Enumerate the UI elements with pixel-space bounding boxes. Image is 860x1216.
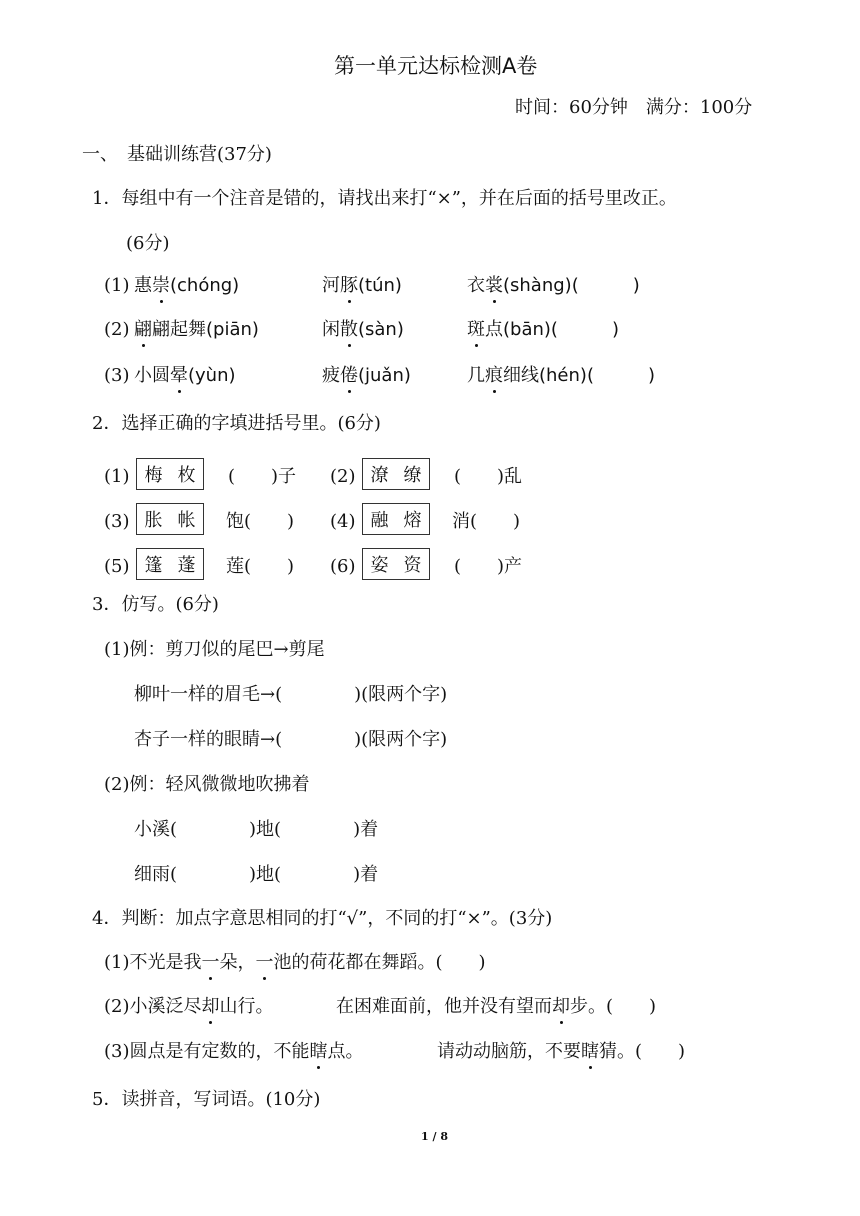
question-3-line: 柳叶一样的眉毛→( )(限两个字) [134,684,448,705]
pinyin-item [134,367,236,385]
dotted-char [202,954,220,972]
word-prefix: 惠 [134,275,152,296]
word-prefix: 几 [467,365,485,386]
page-title: 第一单元达标检测A卷 [334,54,538,78]
question-2-item-number: (1) [104,466,130,487]
judgement-number: (1) [104,952,130,973]
dotted-char [485,367,503,385]
dotted-char-text: 痕 [485,365,503,386]
char-choice-box [136,548,204,580]
judgement-number: (2) [104,996,130,1017]
emphasis-dot [178,390,181,393]
answer-blank[interactable]: ( ) [435,952,486,973]
answer-blank[interactable]: ( ) [586,365,655,386]
question-2-item-number: (4) [330,511,356,532]
pinyin-text: (juǎn) [358,365,411,386]
choice-char[interactable]: 帐 [177,510,196,531]
word-prefix: 小溪泛尽 [129,996,202,1017]
dotted-char [340,367,358,385]
answer-blank[interactable]: ( ) [635,1041,686,1062]
dotted-char-text: 一 [255,952,274,973]
word-prefix: 在困难面前，他并没有望而 [336,996,552,1017]
fill-blank[interactable]: ( )子 [228,466,297,487]
judgement-sentence-b [336,998,656,1016]
pinyin-item [134,277,239,295]
dotted-char-text: 豚 [340,275,358,296]
pinyin-item [467,321,619,339]
emphasis-dot [589,1066,592,1069]
judgement-row [104,1043,364,1061]
question-3-line: 杏子一样的眼睛→( )(限两个字) [134,729,448,750]
dotted-char [134,321,152,339]
dotted-char-text: 瞎 [309,1041,328,1062]
emphasis-dot [475,344,478,347]
question-2-item-number: (3) [104,511,130,532]
pinyin-item [322,367,411,385]
emphasis-dot [348,344,351,347]
dotted-char [310,1043,328,1061]
question-2-item-number: (2) [330,466,356,487]
emphasis-dot [263,977,266,980]
dotted-char [170,367,188,385]
choice-char[interactable]: 融 [370,510,389,531]
dotted-char [202,998,220,1016]
question-3-stem: 3．仿写。(6分) [92,594,219,615]
emphasis-dot [493,390,496,393]
question-1-stem: 1．每组中有一个注音是错的，请找出来打“×”，并在后面的括号里改正。 [92,188,677,209]
fill-blank[interactable]: ( )乱 [454,466,523,487]
answer-blank[interactable]: ( ) [550,319,619,340]
dotted-char [152,277,170,295]
choice-char[interactable]: 胀 [144,510,163,531]
pinyin-item [322,277,402,295]
page-number: 1 / 8 [421,1130,448,1143]
dotted-char-text: 斑 [467,319,485,340]
question-1-row-number: (3) [104,365,130,386]
choice-char[interactable]: 姿 [370,555,389,576]
word-prefix: 小圆 [134,365,170,386]
char-choice-box [362,503,430,535]
word-suffix: 猜。 [599,1041,635,1062]
dotted-char [340,277,358,295]
word-suffix: 朵， [219,952,256,973]
dotted-char-text: 却 [552,996,570,1017]
question-3-example-1: (1)例：剪刀似的尾巴→剪尾 [104,639,325,660]
dotted-char-text: 裳 [485,275,503,296]
choice-char[interactable]: 篷 [144,555,163,576]
pinyin-text: (yùn) [188,365,236,386]
emphasis-dot [160,300,163,303]
word-prefix: 河 [322,275,340,296]
dotted-char [256,954,274,972]
choice-char[interactable]: 枚 [177,465,196,486]
dotted-char-text: 一 [201,952,220,973]
pinyin-text: (sàn) [358,319,404,340]
word-prefix: 圆点是有定数的，不能 [129,1041,310,1062]
emphasis-dot [560,1021,563,1024]
dotted-char [552,998,570,1016]
pinyin-text: (shàng) [503,275,572,296]
emphasis-dot [317,1066,320,1069]
emphasis-dot [348,300,351,303]
fill-blank[interactable]: ( )产 [454,556,523,577]
question-2-item-number: (5) [104,556,130,577]
word-suffix: 池的荷花都在舞蹈。 [273,952,436,973]
fill-blank[interactable]: 消( ) [452,511,521,532]
dotted-char-text: 崇 [152,275,170,296]
judgement-sentence-b [437,1043,685,1061]
pinyin-text: (piān) [206,319,259,340]
dotted-char-text: 倦 [340,365,358,386]
word-prefix: 请动动脑筋，不要 [437,1041,581,1062]
emphasis-dot [209,977,212,980]
char-choice-box [362,548,430,580]
fill-blank[interactable]: 莲( ) [226,556,295,577]
dotted-char-text: 瞎 [581,1041,599,1062]
judgement-row [104,998,274,1016]
section-heading: 一、 基础训练营(37分) [82,144,272,165]
pinyin-text: (chóng) [170,275,240,296]
question-1-row-number: (2) [104,319,130,340]
emphasis-dot [142,344,145,347]
exam-meta: 时间：60分钟 满分：100分 [515,97,753,118]
pinyin-text: (bān) [503,319,551,340]
pinyin-text: (hén) [539,365,587,386]
question-2-stem: 2．选择正确的字填进括号里。(6分) [92,413,381,434]
judgement-number: (3) [104,1041,130,1062]
question-5-stem: 5．读拼音，写词语。(10分) [92,1089,321,1110]
dotted-char-text: 晕 [170,365,188,386]
char-choice-box [136,458,204,490]
dotted-char-text: 翩 [134,319,152,340]
dotted-char-text: 却 [201,996,220,1017]
word-prefix: 闲 [322,319,340,340]
pinyin-text: (tún) [358,275,402,296]
word-prefix: 衣 [467,275,485,296]
fill-blank[interactable]: 饱( ) [226,511,295,532]
word-suffix: 翩起舞 [152,319,206,340]
word-suffix: 细线 [503,365,539,386]
emphasis-dot [493,300,496,303]
dotted-char [581,1043,599,1061]
judgement-row [104,954,486,972]
pinyin-item [467,277,640,295]
choice-char[interactable]: 蓬 [177,555,196,576]
word-suffix: 步。 [570,996,606,1017]
dotted-char-text: 散 [340,319,358,340]
word-suffix: 山行。 [219,996,274,1017]
choice-char[interactable]: 缭 [403,465,422,486]
question-3-line: 细雨( )地( )着 [134,864,379,885]
word-prefix: 不光是我 [129,952,202,973]
choice-char[interactable]: 资 [403,555,422,576]
question-1-score: (6分) [126,233,170,254]
question-4-stem: 4．判断：加点字意思相同的打“√”，不同的打“×”。(3分) [92,908,553,929]
question-3-line: 小溪( )地( )着 [134,819,379,840]
question-2-item-number: (6) [330,556,356,577]
emphasis-dot [209,1021,212,1024]
answer-blank[interactable]: ( ) [571,275,640,296]
dotted-char [340,321,358,339]
char-choice-box [136,503,204,535]
word-prefix: 疲 [322,365,340,386]
pinyin-item [134,321,259,339]
pinyin-item [322,321,404,339]
dotted-char [485,277,503,295]
word-suffix: 点 [485,319,503,340]
word-suffix: 点。 [327,1041,364,1062]
choice-char[interactable]: 潦 [370,465,389,486]
question-3-example-2: (2)例：轻风微微地吹拂着 [104,774,310,795]
choice-char[interactable]: 熔 [403,510,422,531]
char-choice-box [362,458,430,490]
emphasis-dot [348,390,351,393]
question-1-row-number: (1) [104,275,130,296]
dotted-char [467,321,485,339]
pinyin-item [467,367,655,385]
answer-blank[interactable]: ( ) [606,996,657,1017]
choice-char[interactable]: 梅 [144,465,163,486]
